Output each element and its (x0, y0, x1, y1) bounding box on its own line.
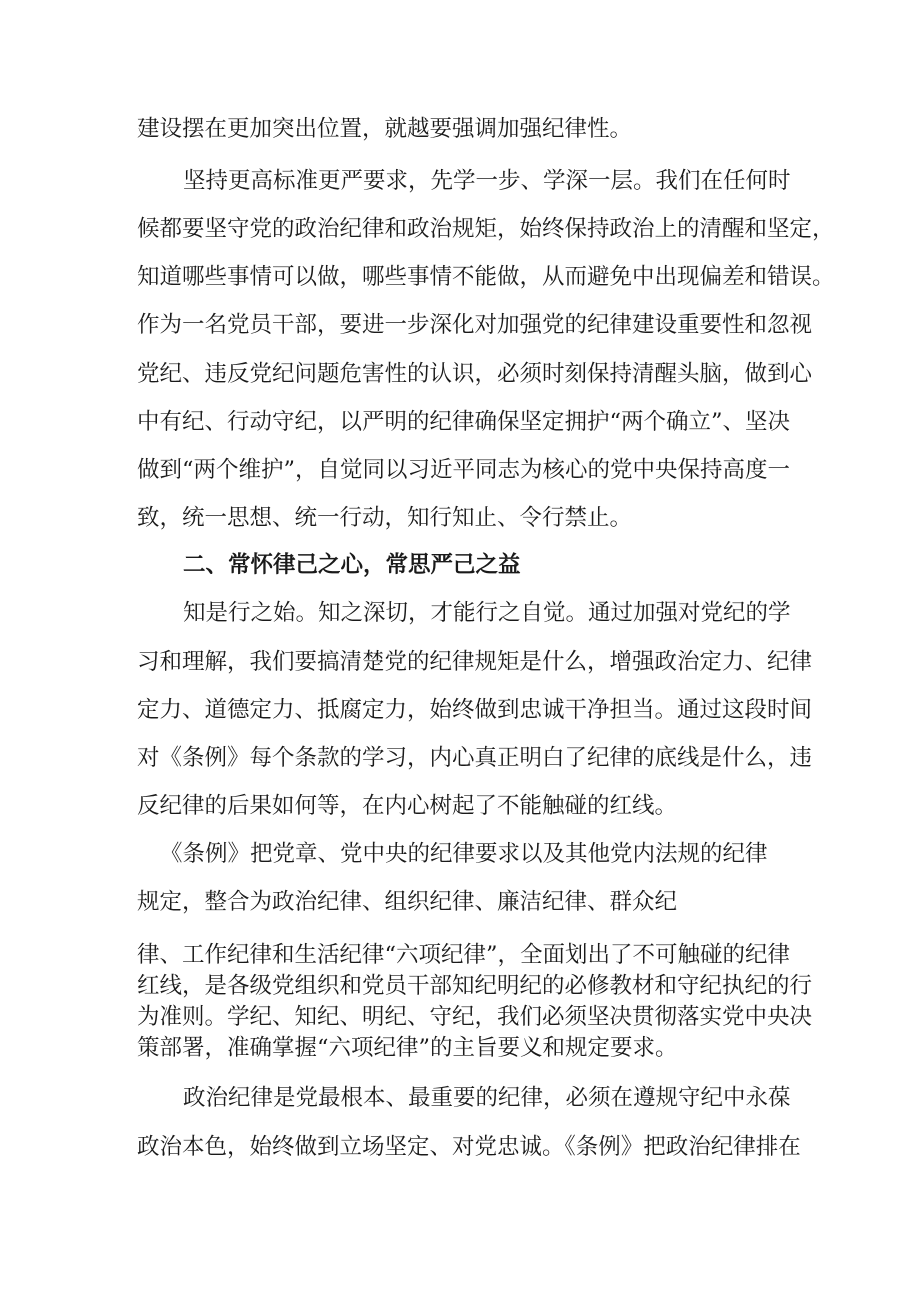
paragraph-line: 定力、道德定力、抵腐定力，始终做到忠诚干净担当。通过这段时间 (137, 697, 813, 723)
paragraph-line: 候都要坚守党的政治纪律和政治规矩，始终保持政治上的清醒和坚定， (137, 216, 835, 242)
paragraph-line: 政治本色，始终做到立场坚定、对党忠诚。《条例》把政治纪律排在 (137, 1134, 801, 1160)
paragraph-line: 习和理解，我们要搞清楚党的纪律规矩是什么，增强政治定力、纪律 (137, 649, 813, 675)
paragraph-line: 做到“两个维护”，自觉同以习近平同志为核心的党中央保持高度一 (137, 457, 791, 483)
paragraph-line: 党纪、违反党纪问题危害性的认识，必须时刻保持清醒头脑，做到心 (137, 361, 813, 387)
section-heading: 二、常怀律己之心，常思严己之益 (183, 552, 521, 578)
paragraph-line: 中有纪、行动守纪，以严明的纪律确保坚定拥护“两个确立”、坚决 (137, 409, 791, 435)
paragraph-line: 红线，是各级党组织和党员干部知纪明纪的必修教材和守纪执纪的行 (137, 973, 813, 999)
paragraph-line: 规定，整合为政治纪律、组织纪律、廉洁纪律、群众纪 (137, 889, 678, 915)
paragraph-line: 知是行之始。知之深切，才能行之自觉。通过加强对党纪的学 (183, 600, 791, 626)
paragraph-line: 致，统一思想、统一行动，知行知止、令行禁止。 (137, 505, 633, 531)
paragraph-line: 律、工作纪律和生活纪律“六项纪律”，全面划出了不可触碰的纪律 (137, 942, 791, 968)
paragraph-line: 为准则。学纪、知纪、明纪、守纪，我们必须坚决贯彻落实党中央决 (137, 1004, 813, 1030)
paragraph-line: 《条例》把党章、党中央的纪律要求以及其他党内法规的纪律 (160, 841, 768, 867)
paragraph-line: 知道哪些事情可以做，哪些事情不能做，从而避免中出现偏差和错误。 (137, 264, 835, 290)
paragraph-line: 政治纪律是党最根本、最重要的纪律，必须在遵规守纪中永葆 (183, 1085, 791, 1111)
paragraph-line: 坚持更高标准更严要求，先学一步、学深一层。我们在任何时 (183, 168, 791, 194)
paragraph-line: 反纪律的后果如何等，在内心树起了不能触碰的红线。 (137, 793, 678, 819)
paragraph-line: 策部署，准确掌握“六项纪律”的主旨要义和规定要求。 (137, 1035, 678, 1061)
paragraph-line: 对《条例》每个条款的学习，内心真正明白了纪律的底线是什么，违 (137, 745, 813, 771)
paragraph-line: 建设摆在更加突出位置，就越要强调加强纪律性。 (137, 116, 633, 142)
paragraph-line: 作为一名党员干部，要进一步深化对加强党的纪律建设重要性和忽视 (137, 312, 813, 338)
